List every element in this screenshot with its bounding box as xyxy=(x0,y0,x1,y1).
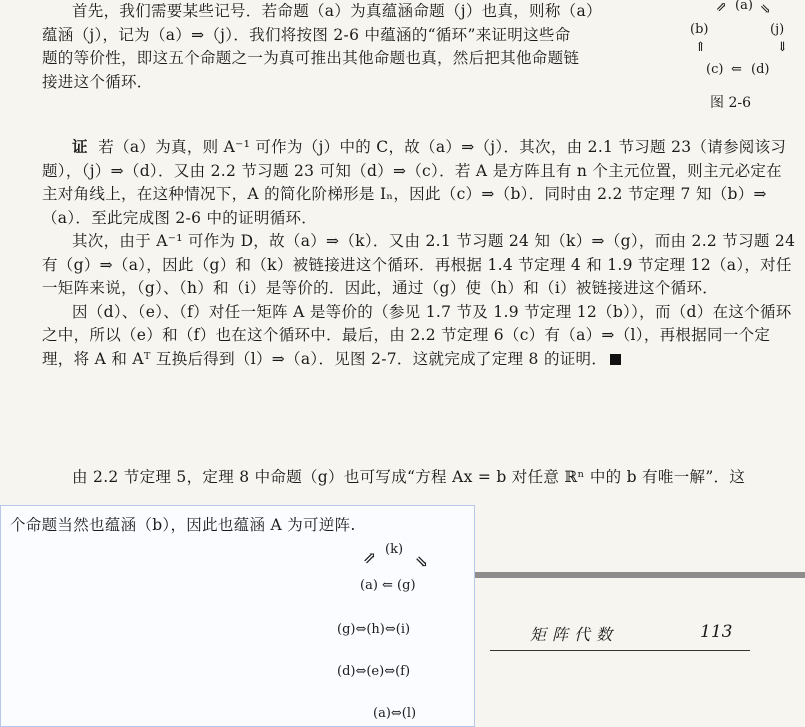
proof-text-1: 若（a）为真，则 A⁻¹ 可作为（j）中的 C，故（a）⇒（j）．其次，由 2.1 节习题 23（请参阅该习题），（j）⇒（d）．又由 2.2 节习题 23 可知（d）⇒（c）．若 A 是方阵且有 n 个主元位置，则主元必定在主对角线上，在这种情况下，A 的简化阶梯形是 Iₙ，因此（c）⇒（b）．同时由 2.2 节定理 7 知（b）⇒（a）．至此完成图 2-6 中的证明循环． xyxy=(42,138,787,227)
proof-block xyxy=(42,135,797,371)
node-j: (j) xyxy=(770,22,785,37)
arrow-down-right-icon: ⇘ xyxy=(415,552,429,571)
equiv-row-g-h-i: (g)⇔(h)⇔(i) xyxy=(337,622,411,637)
running-header: 矩阵代数 xyxy=(530,625,619,644)
proof-text-3: 因（d）、（e）、（f）对任一矩阵 A 是等价的（参见 1.7 节及 1.9 节定理 12（b）），而（d）在这个循环之中，所以（e）和（f）也在这个循环中．最后，由 2.2 节定理 6（c）有（a）⇒（l），再根据同一个定理，将 A 和 Aᵀ 互换后得到（l）⇒（a）．见图 2-7．这就完成了定理 8 的证明． xyxy=(42,302,792,368)
page-edge-shadow xyxy=(475,572,805,578)
qed-square-icon xyxy=(610,354,621,365)
figure-2-6 xyxy=(680,0,800,115)
proof-paragraph-3 xyxy=(42,301,797,372)
node-b: (b) xyxy=(690,22,709,37)
figure-caption: 图 2-6 xyxy=(710,95,751,111)
node-k: (k) xyxy=(385,542,404,557)
proof-label: 证 xyxy=(72,137,88,156)
equiv-row-a-l: (a)⇔(l) xyxy=(373,706,417,721)
arrow-up-right-icon: ⇗ xyxy=(716,0,727,15)
arrow-down-icon: ⇓ xyxy=(777,40,788,55)
node-d: (d) xyxy=(751,62,770,77)
arrow-up-right-icon: ⇗ xyxy=(363,548,377,567)
theorem-note-paragraph xyxy=(42,466,797,490)
arrow-down-right-icon: ⇘ xyxy=(760,2,771,17)
header-rule xyxy=(490,650,750,651)
node-a: (a) xyxy=(735,0,753,13)
intro-paragraph xyxy=(42,0,662,94)
arrow-left-icon: ⇐ xyxy=(731,62,742,77)
cycle-row-a-g: (a) ⇐ (g) xyxy=(360,578,416,593)
proof-paragraph-2: 其次，由于 A⁻¹ 可作为 D，故（a）⇒（k）．又由 2.1 节习题 24 知（k）⇒（g），而由 2.2 节习题 24 有（g）⇒（a），因此（g）和（k）被链接进这个循环．再根据 1.4 节定理 4 和 1.9 节定理 12（a），对任一矩阵来说，（g）、（h）和（i）是等价的．因此，通过（g）使（h）和（i）被链接进这个循环． xyxy=(42,232,796,297)
equiv-row-d-e-f: (d)⇔(e)⇔(f) xyxy=(337,664,411,679)
intro-line-3: 题的等价性，即这五个命题之一为真可推出其他命题也真，然后把其他命题链 xyxy=(42,49,580,67)
proof-paragraph-1 xyxy=(42,135,797,230)
bleed-through-text xyxy=(480,585,800,705)
intro-line-2: 蕴涵（j），记为（a）⇒（j）．我们将按图 2-6 中蕴涵的“循环”来证明这些命 xyxy=(42,25,571,44)
pasted-figure-panel xyxy=(0,505,475,727)
intro-line-1: 首先，我们需要某些记号．若命题（a）为真蕴涵命题（j）也真，则称（a） xyxy=(72,2,602,20)
arrow-up-icon: ⇑ xyxy=(695,40,706,55)
theorem-note-line-1: 由 2.2 节定理 5，定理 8 中命题（g）也可写成“方程 Ax = b 对任意 ℝⁿ 中的 b 有唯一解”．这 xyxy=(72,468,746,486)
node-c: (c) xyxy=(706,62,724,77)
theorem-note-line-2: 个命题当然也蕴涵（b），因此也蕴涵 A 为可逆阵. xyxy=(10,516,356,534)
intro-line-4: 接进这个循环． xyxy=(42,72,153,91)
page-number: 113 xyxy=(700,622,733,642)
